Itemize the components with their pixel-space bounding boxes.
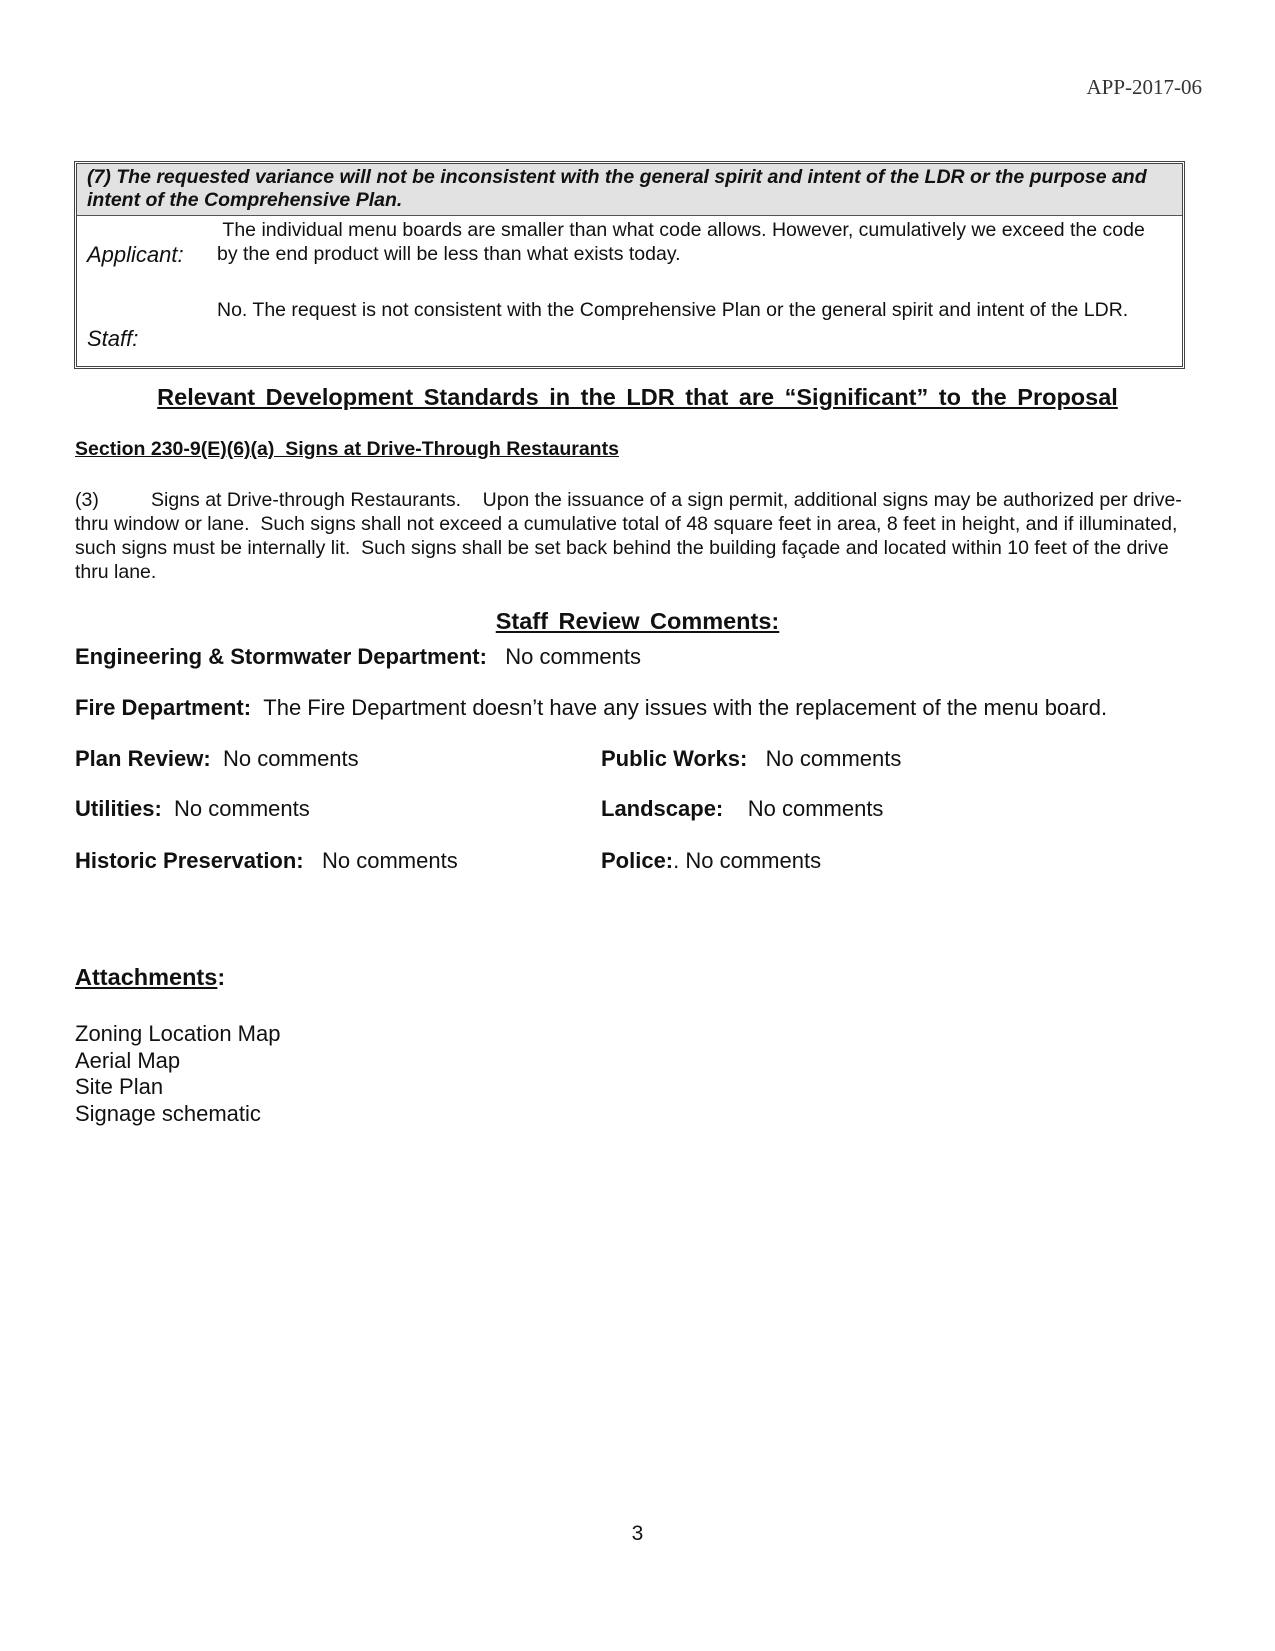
historic-comment	[75, 848, 458, 874]
attachments-title-colon: :	[217, 964, 226, 990]
staff-review-title: Staff Review Comments:	[495, 608, 780, 634]
engineering-label: Engineering & Stormwater Department:	[75, 644, 487, 669]
applicant-response: The individual menu boards are smaller than what code allows. However, cumulatively we exceed the code by the end product will be less than what exists today.	[217, 219, 1151, 265]
attachment-item: Signage schematic	[75, 1100, 261, 1126]
plan-review-value: No comments	[222, 746, 359, 771]
utilities-value: No comments	[174, 796, 310, 821]
police-value: . No comments	[673, 848, 822, 873]
page-number: 3	[631, 1522, 644, 1545]
attachments-title	[75, 964, 225, 991]
plan-review-comment	[75, 746, 359, 772]
fire-comment	[75, 695, 1107, 721]
public-works-comment	[601, 746, 901, 772]
paragraph-number: (3)	[75, 489, 99, 511]
document-id: APP-2017-06	[1086, 75, 1202, 99]
section-reference: Section 230-9(E)(6)(a) Signs at Drive-Through Restaurants	[75, 438, 619, 460]
historic-label: Historic Preservation:	[75, 848, 304, 873]
fire-value: The Fire Department doesn’t have any issues with the replacement of the menu board.	[263, 695, 1108, 720]
criteria-heading: (7) The requested variance will not be inconsistent with the general spirit and intent of the LDR or the purpose and intent of the Comprehensive Plan.	[77, 164, 1182, 216]
attachment-item: Zoning Location Map	[75, 1021, 281, 1046]
engineering-comment	[75, 644, 641, 670]
staff-label: Staff:	[87, 326, 139, 351]
attachments-list	[75, 1021, 280, 1127]
applicant-row	[77, 216, 1182, 286]
plan-review-label: Plan Review:	[75, 746, 211, 771]
applicant-label: Applicant:	[87, 242, 184, 267]
engineering-value: No comments	[505, 644, 642, 669]
utilities-comment	[75, 796, 310, 822]
police-label: Police:	[601, 848, 674, 873]
attachment-item: Aerial Map	[75, 1047, 181, 1073]
landscape-label: Landscape:	[601, 796, 724, 821]
staff-row	[77, 286, 1182, 366]
public-works-value: No comments	[765, 746, 902, 771]
public-works-label: Public Works:	[601, 746, 748, 771]
section-paragraph	[75, 488, 1203, 584]
standards-title: Relevant Development Standards in the LDR that are “Significant” to the Proposal	[157, 384, 1118, 410]
police-comment	[601, 848, 821, 874]
attachments-title-text: Attachments	[75, 964, 218, 990]
fire-label: Fire Department:	[75, 695, 252, 720]
landscape-value: No comments	[747, 796, 884, 821]
paragraph-text: Signs at Drive-through Restaurants. Upon the issuance of a sign permit, additional signs may be authorized per drive-thru window or lane. Such signs shall not exceed a cumulative total of 48 square feet in area, 8 feet in height, and if illuminated, such signs must be internally lit. Such signs shall be set back behind the building façade and located within 10 feet of the drive thru lane.	[75, 489, 1183, 583]
utilities-label: Utilities:	[75, 796, 162, 821]
attachment-item: Site Plan	[75, 1074, 164, 1099]
criteria-table	[74, 161, 1185, 369]
historic-value: No comments	[321, 848, 458, 873]
staff-response: No. The request is not consistent with the Comprehensive Plan or the general spirit and intent of the LDR.	[217, 299, 1129, 321]
landscape-comment	[601, 796, 883, 822]
